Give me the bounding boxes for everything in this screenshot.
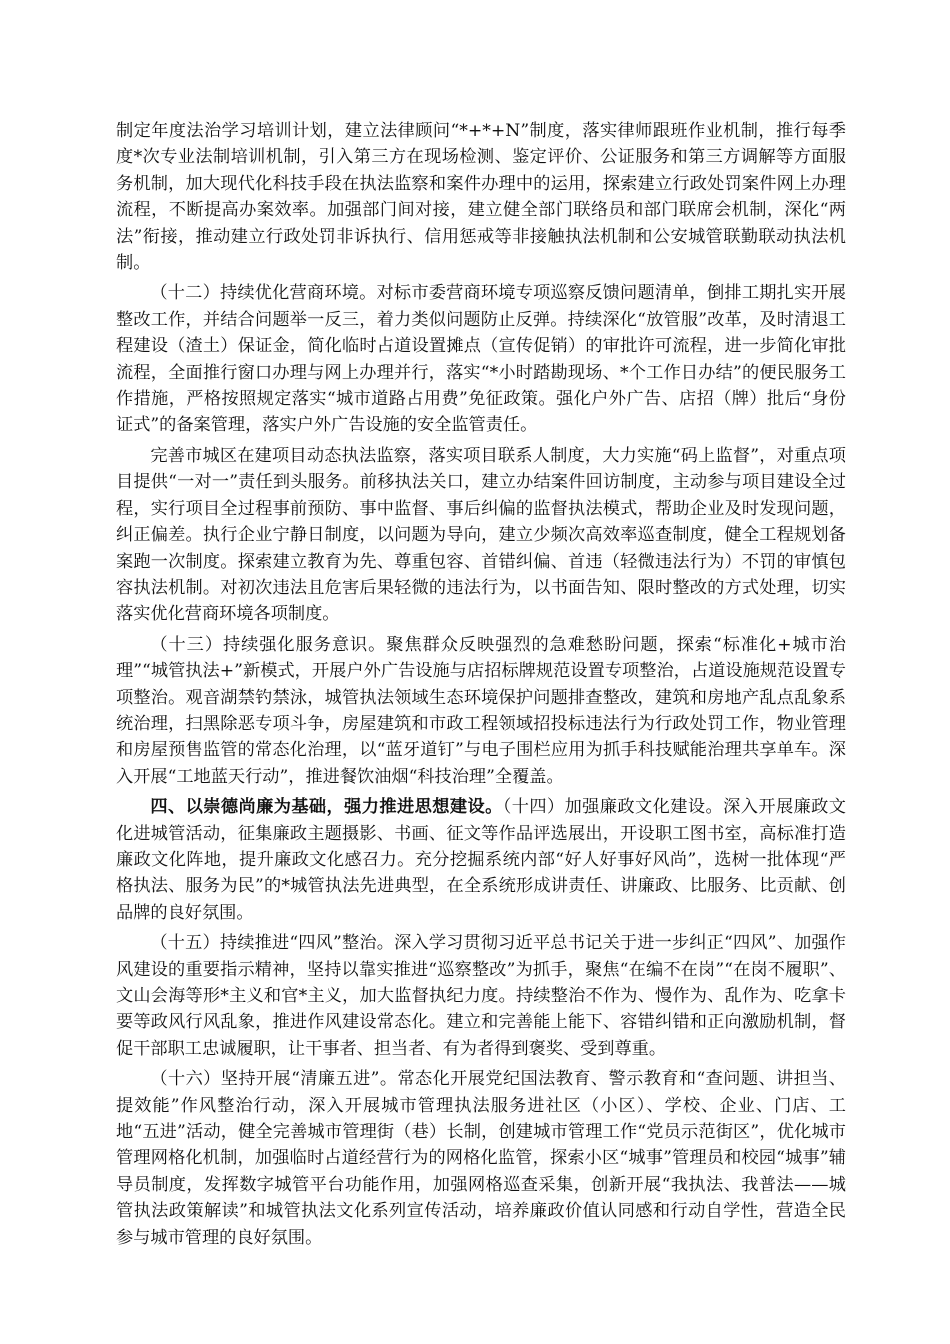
paragraph-text: （十二）持续优化营商环境。对标市委营商环境专项巡察反馈问题清单，倒排工期扎实开展整改工作，并结合问题举一反三，着力类似问题防止反弹。持续深化“放管服”改革，及时清退工程建设（渣土）保证金，简化临时占道设置摊点（宣传促销）的审批许可流程，进一步简化审批流程，全面推行窗口办理与网上办理并行，落实“*小时踏勘现场、*个工作日办结”的便民服务工作措施，严格按照规定落实“城市道路占用费”免征政策。强化户外广告、店招（牌）批后“身份证式”的备案管理，落实户外广告设施的安全监管责任。 — [116, 283, 846, 436]
paragraph-text: 完善市城区在建项目动态执法监察，落实项目联系人制度，大力实施“码上监督”，对重点项目提供“一对一”责任到头服务。前移执法关口，建立办结案件回访制度，主动参与项目建设全过程，实行项目全过程事前预防、事中监督、事后纠偏的监督执法模式，帮助企业及时发现问题，纠正偏差。执行企业宁静日制度，以问题为导向，建立少频次高效率巡查制度，健全工程规划备案跑一次制度。探索建立教育为先、尊重包容、首错纠偏、首违（轻微违法行为）不罚的审慎包容执法机制。对初次违法且危害后果轻微的违法行为，以书面告知、限时整改的方式处理，切实落实优化营商环境各项制度。 — [116, 445, 846, 625]
paragraph-service-awareness — [116, 632, 846, 790]
paragraph-business-environment — [116, 280, 846, 438]
paragraph-text: （十四）加强廉政文化建设。深入开展廉政文化进城管活动，征集廉政主题摄影、书画、征文等作品评选展出，开设职工图书室，高标准打造廉政文化阵地，提升廉政文化感召力。充分挖掘系统内部“好人好事好风尚”，选树一批体现“严格执法、服务为民”的*城管执法先进典型，在全系统形成讲责任、讲廉政、比服务、比贡献、创品牌的良好氛围。 — [116, 797, 846, 923]
paragraph-text: （十三）持续强化服务意识。聚焦群众反映强烈的急难愁盼问题，探索“标准化+城市治理”“城管执法+”新模式，开展户外广告设施与店招标牌规范设置专项整治，占道设施规范设置专项整治。观音湖禁钓禁泳，城管执法领域生态环境保护问题排查整改，建筑和房地产乱点乱象系统治理，扫黑除恶专项斗争，房屋建筑和市政工程领域招投标违法行为行政处罚工作，物业管理和房屋预售监管的常态化治理，以“蓝牙道钉”与电子围栏应用为抓手科技赋能治理共享单车。深入开展“工地蓝天行动”，推进餐饮油烟“科技治理”全覆盖。 — [116, 634, 846, 787]
paragraph-four-winds — [116, 930, 846, 1062]
section-heading: 四、以崇德尚廉为基础，强力推进思想建设。 — [150, 797, 503, 818]
paragraph-text: （十六）坚持开展“清廉五进”。常态化开展党纪国法教育、警示教育和“查问题、讲担当、提效能”作风整治行动，深入开展城市管理执法服务进社区（小区）、学校、企业、门店、工地“五进”活动，健全完善城市管理街（巷）长制，创建城市管理工作“党员示范街区”，优化城市管理网格化机制，加强临时占道经营行为的网格化监管，探索小区“城事”管理员和校园“城事”辅导员制度，发挥数字城管平台功能作用，加强网格巡查采集，创新开展“我执法、我普法——城管执法政策解读”和城管执法文化系列宣传活动，培养廉政价值认同感和行动自学性，营造全民参与城市管理的良好氛围。 — [116, 1069, 846, 1248]
paragraph-clean-five — [116, 1066, 846, 1251]
paragraph-text: （十五）持续推进“四风”整治。深入学习贯彻习近平总书记关于进一步纠正“四风”、加强作风建设的重要指示精神，坚持以靠实推进“巡察整改”为抓手，聚焦“在编不在岗”“在岗不履职”、文山会海等形*主义和官*主义，加大监督执纪力度。持续整治不作为、慢作为、乱作为、吃拿卡要等政风行风乱象，推进作风建设常态化。建立和完善能上能下、容错纠错和正向激励机制，督促干部职工忠诚履职，让干事者、担当者、有为者得到褒奖、受到尊重。 — [116, 933, 846, 1059]
paragraph-text: 制定年度法治学习培训计划，建立法律顾问“*+*+N”制度，落实律师跟班作业机制，推行每季度*次专业法制培训机制，引入第三方在现场检测、鉴定评价、公证服务和第三方调解等方面服务机制，加大现代化科技手段在执法监察和案件办理中的运用，探索建立行政处罚案件网上办理流程，不断提高办案效率。加强部门间对接，建立健全部门联络员和部门联席会机制，深化“两法”衔接，推动建立行政处罚非诉执行、信用惩戒等非接触执法机制和公安城管联勤联动执法机制。 — [116, 121, 846, 274]
paragraph-project-supervision — [116, 443, 846, 628]
paragraph-section-four — [116, 794, 846, 926]
document-page — [116, 118, 846, 1255]
paragraph-legal-training — [116, 118, 846, 276]
